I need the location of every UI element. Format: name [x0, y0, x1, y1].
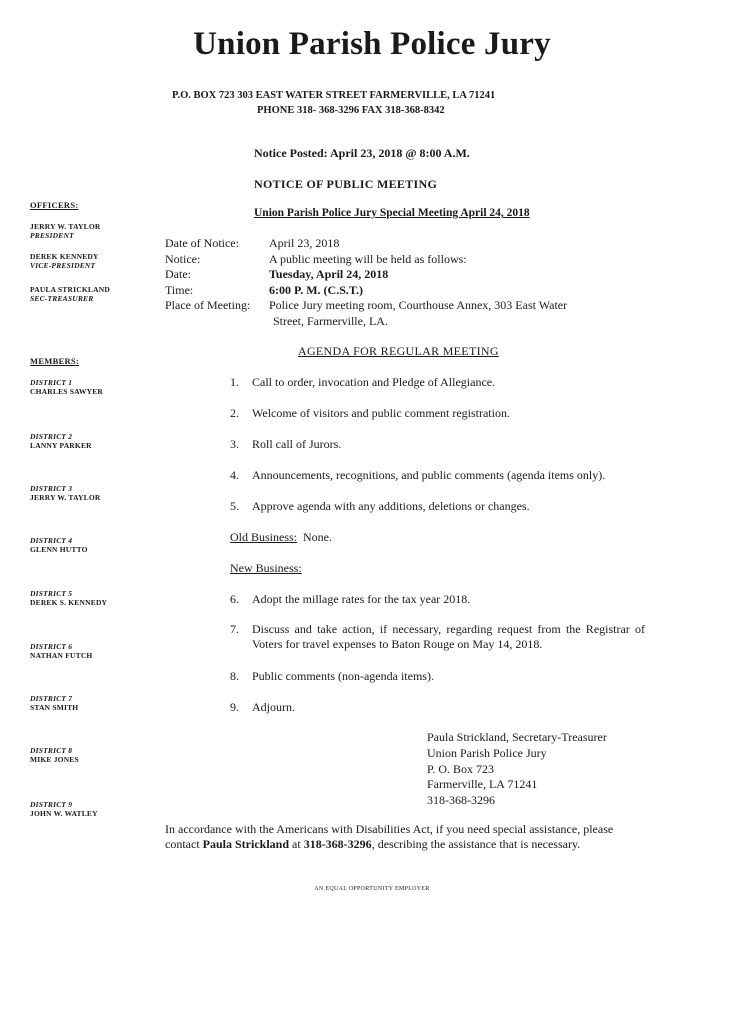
member-district-1 [30, 378, 103, 396]
old-business [230, 530, 332, 545]
member-name: CHARLES SAWYER [30, 387, 104, 396]
agenda-item-number: 6. [230, 592, 239, 606]
member-name: MIKE JONES [30, 755, 79, 764]
district-label: DISTRICT 2 [30, 432, 73, 441]
district-label: DISTRICT 5 [30, 589, 73, 598]
meeting-details [165, 236, 567, 329]
agenda-item-number: 9. [230, 700, 239, 714]
member-district-9 [30, 800, 98, 818]
officer-name: PAULA STRICKLAND [30, 285, 110, 294]
member-name: JOHN W. WATLEY [30, 809, 98, 818]
district-label: DISTRICT 6 [30, 642, 73, 651]
time-value: 6:00 P. M. (C.S.T.) [269, 282, 363, 297]
signature-line: Farmerville, LA 71241 [427, 777, 538, 792]
signature-line: 318-368-3296 [427, 793, 495, 808]
place-value [269, 298, 567, 329]
member-name: NATHAN FUTCH [30, 651, 93, 660]
member-district-6 [30, 642, 92, 660]
agenda-item-text: Adopt the millage rates for the tax year 2018. [252, 592, 471, 606]
member-district-2 [30, 432, 92, 450]
agenda-item-text: Call to order, invocation and Pledge of Allegiance. [252, 375, 496, 389]
date-of-notice-label: Date of Notice: [165, 236, 239, 250]
letterhead-title: Union Parish Police Jury [193, 26, 551, 62]
agenda-item [230, 622, 645, 652]
district-label: DISTRICT 4 [30, 536, 73, 545]
new-business [230, 561, 302, 576]
district-label: DISTRICT 8 [30, 746, 73, 755]
agenda-item [230, 700, 295, 715]
signature-block [427, 730, 607, 809]
agenda-item-number: 5. [230, 499, 239, 513]
ada-text-start: In accordance with the Americans with Disabilities Act, if you need special assistance, please contact [165, 822, 614, 851]
agenda-item-text: Approve agenda with any additions, deletions or changes. [252, 499, 530, 513]
officer-role: PRESIDENT [30, 231, 74, 240]
agenda-item [230, 592, 470, 607]
date-value: Tuesday, April 24, 2018 [269, 267, 389, 281]
officer-role: SEC-TREASURER [30, 294, 94, 303]
member-district-7 [30, 694, 78, 712]
agenda-item-text: Welcome of visitors and public comment registration. [252, 406, 510, 420]
district-label: DISTRICT 3 [30, 484, 73, 493]
notice-posted: Notice Posted: April 23, 2018 @ 8:00 A.M. [254, 146, 470, 160]
agenda-item [230, 669, 434, 684]
officers-heading: OFFICERS: [30, 200, 79, 210]
agenda-item-text: Announcements, recognitions, and public comments (agenda items only). [252, 468, 606, 482]
member-name: DEREK S. KENNEDY [30, 598, 108, 607]
old-business-label: Old Business: [230, 530, 298, 544]
date-label: Date: [165, 267, 191, 281]
letterhead-address: P.O. BOX 723 303 EAST WATER STREET FARMERVILLE, LA 71241 [172, 90, 496, 101]
agenda-item-number: 2. [230, 406, 239, 420]
agenda-item-number: 3. [230, 437, 239, 451]
agenda-item-number: 4. [230, 468, 239, 482]
members-heading: MEMBERS: [30, 356, 80, 366]
agenda-item-number: 1. [230, 375, 239, 389]
agenda-item [230, 406, 510, 421]
officer-name: JERRY W. TAYLOR [30, 222, 101, 231]
signature-line: Paula Strickland, Secretary-Treasurer [427, 730, 607, 744]
member-district-3 [30, 484, 100, 502]
member-district-8 [30, 746, 79, 764]
district-label: DISTRICT 7 [30, 694, 73, 703]
officer-vice-president [30, 252, 99, 270]
letterhead-phone-fax: PHONE 318- 368-3296 FAX 318-368-8342 [257, 105, 445, 116]
officer-name: DEREK KENNEDY [30, 252, 99, 261]
agenda-item-number: 7. [230, 622, 239, 636]
agenda-item [230, 468, 605, 483]
officer-president [30, 222, 100, 240]
date-of-notice-value: April 23, 2018 [269, 236, 340, 250]
district-label: DISTRICT 1 [30, 378, 73, 387]
agenda-item [230, 375, 495, 390]
signature-line: P. O. Box 723 [427, 761, 495, 776]
agenda-item-number: 8. [230, 669, 239, 683]
member-district-5 [30, 589, 107, 607]
time-label: Time: [165, 282, 194, 297]
officer-sec-treasurer [30, 285, 110, 303]
ada-text-end: , describing the assistance that is necessary. [371, 837, 581, 851]
agenda-item-text: Public comments (non-agenda items). [252, 669, 434, 683]
agenda-item-text: Roll call of Jurors. [252, 437, 342, 451]
place-line-1: Police Jury meeting room, Courthouse Annex, 303 East Water [269, 298, 568, 312]
district-label: DISTRICT 9 [30, 800, 73, 809]
ada-contact-phone: 318-368-3296 [303, 837, 372, 851]
signature-line: Union Parish Police Jury [427, 745, 547, 760]
ada-notice [165, 822, 635, 852]
member-name: JERRY W. TAYLOR [30, 493, 101, 502]
ada-contact-name: Paula Strickland [202, 837, 290, 851]
old-business-value: None. [303, 530, 333, 544]
member-district-4 [30, 536, 88, 554]
footer-equal-opportunity: AN EQUAL OPPORTUNITY EMPLOYER [314, 886, 430, 892]
agenda-heading: AGENDA FOR REGULAR MEETING [298, 344, 499, 358]
officer-role: VICE-PRESIDENT [30, 261, 96, 270]
member-name: LANNY PARKER [30, 441, 92, 450]
member-name: GLENN HUTTO [30, 545, 88, 554]
agenda-item [230, 499, 530, 514]
member-name: STAN SMITH [30, 703, 79, 712]
notice-value: A public meeting will be held as follows: [269, 251, 467, 266]
ada-text-mid: at [289, 837, 304, 851]
notice-title: NOTICE OF PUBLIC MEETING [254, 177, 438, 191]
agenda-item-text: Adjourn. [252, 700, 295, 714]
agenda-item-text: Discuss and take action, if necessary, regarding request from the Registrar of Voters for travel expenses to Baton Rouge on May 14, 2018. [252, 622, 645, 651]
agenda-item [230, 437, 341, 452]
notice-label: Notice: [165, 251, 201, 266]
place-line-2: Street, Farmerville, LA. [273, 313, 388, 328]
new-business-label: New Business: [230, 561, 302, 575]
meeting-title: Union Parish Police Jury Special Meeting April 24, 2018 [254, 207, 530, 219]
place-label: Place of Meeting: [165, 298, 251, 312]
